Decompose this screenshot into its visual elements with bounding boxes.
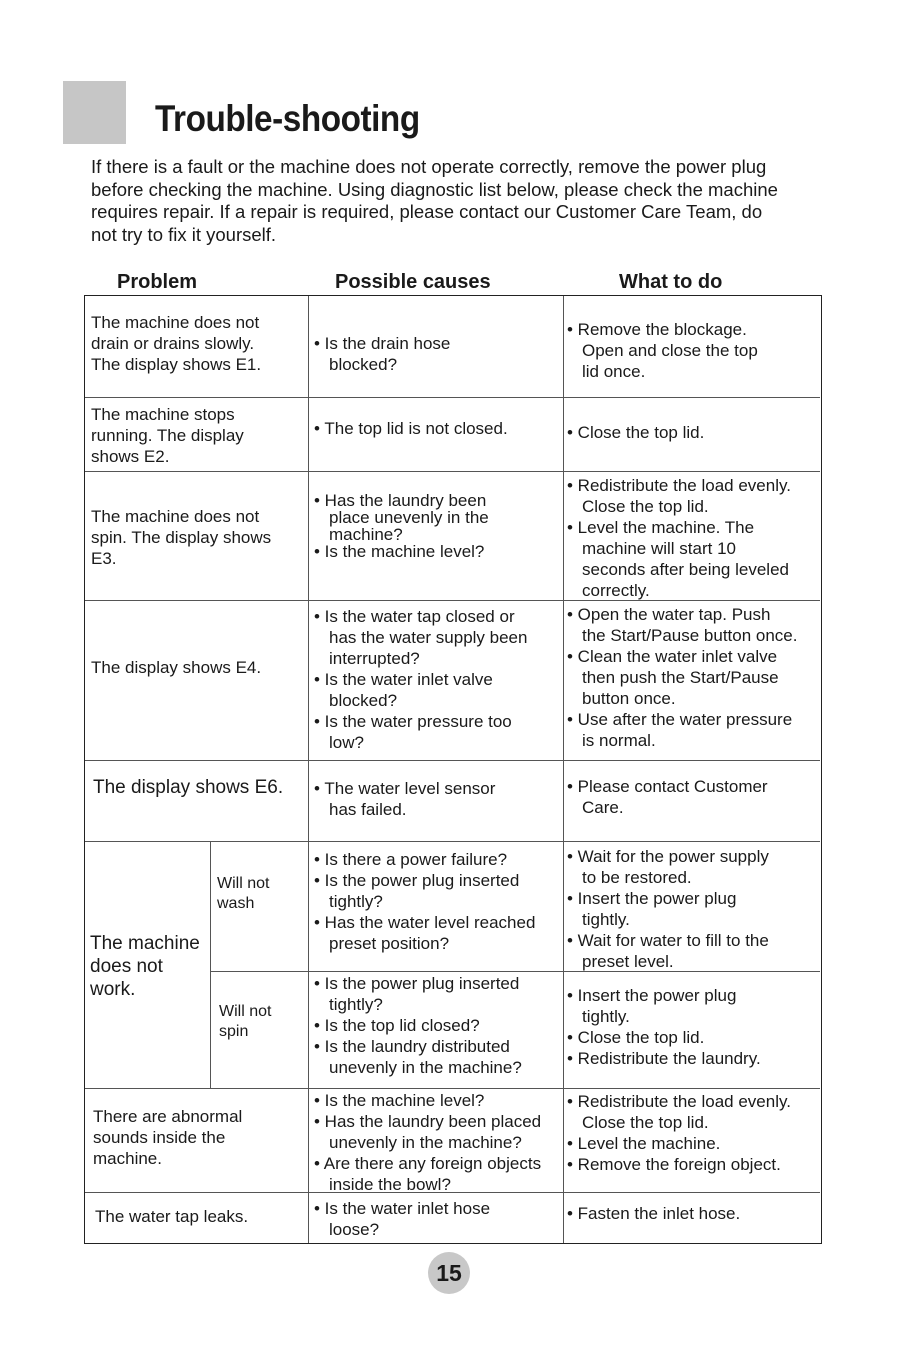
problem-cell: The water tap leaks.	[95, 1207, 249, 1226]
todo-cell: • Open the water tap. Push the Start/Pause button once. • Clean the water inlet valve then push the Start/Pause button once. • Use after the water pressure is normal.	[567, 605, 798, 750]
causes-cell: • Is there a power failure? • Is the power plug inserted tightly? • Has the water level reached preset position?	[314, 850, 536, 953]
causes-cell: • Is the machine level? • Has the laundry been placed unevenly in the machine? • Are there any foreign objects inside the bowl?	[314, 1091, 542, 1194]
intro-line: requires repair. If a repair is required, please contact our Customer Care Team, do	[91, 201, 763, 222]
causes-cell: • Has the laundry been place unevenly in the machine? • Is the machine level?	[314, 491, 489, 561]
todo-cell: • Remove the blockage. Open and close the top lid once.	[567, 320, 758, 381]
page-title: Trouble-shooting	[155, 98, 420, 139]
todo-cell: • Close the top lid.	[567, 423, 705, 442]
header-problem: Problem	[117, 271, 198, 293]
problem-cell: The machine does not spin. The display shows E3.	[91, 507, 272, 568]
column-divider	[308, 296, 309, 1243]
todo-cell: • Wait for the power supply to be restored. • Insert the power plug tightly. • Wait for water to fill to the preset level.	[567, 847, 769, 971]
problem-cell: The machine does not drain or drains slowly. The display shows E1.	[91, 313, 262, 374]
causes-cell: • Is the drain hose blocked?	[314, 334, 451, 374]
row-divider	[85, 397, 820, 398]
row-divider	[85, 1088, 820, 1089]
intro-paragraph	[91, 156, 871, 246]
row-divider	[85, 471, 820, 472]
intro-line: before checking the machine. Using diagnostic list below, please check the machine	[91, 178, 778, 200]
causes-cell: • Is the water inlet hose loose?	[314, 1199, 491, 1239]
todo-cell: • Fasten the inlet hose.	[567, 1204, 741, 1223]
row-divider	[85, 760, 820, 761]
intro-line: not try to fix it yourself.	[91, 223, 277, 245]
problem-cell: The display shows E4.	[91, 658, 262, 677]
causes-cell: • The water level sensor has failed.	[314, 779, 496, 819]
subproblem-label: Will not spin	[219, 1003, 272, 1040]
troubleshooting-table	[84, 295, 822, 1244]
todo-cell: • Redistribute the load evenly. Close the top lid. • Level the machine. The machine will start 10 seconds after being leveled correctly.	[567, 476, 791, 600]
section-marker	[63, 81, 126, 144]
row-divider	[85, 841, 820, 842]
todo-cell: • Redistribute the load evenly. Close the top lid. • Level the machine. • Remove the foreign object.	[567, 1092, 791, 1174]
subproblem-label: Will not wash	[217, 875, 270, 912]
todo-cell: • Insert the power plug tightly. • Close the top lid. • Redistribute the laundry.	[567, 986, 761, 1068]
problem-cell: There are abnormal sounds inside the machine.	[93, 1107, 243, 1168]
causes-cell: • The top lid is not closed.	[314, 419, 508, 438]
causes-cell: • Is the power plug inserted tightly? • Is the top lid closed? • Is the laundry distributed unevenly in the machine?	[314, 974, 522, 1077]
page-number: 15	[428, 1252, 470, 1294]
intro-line: If there is a fault or the machine does not operate correctly, remove the power plug	[91, 156, 767, 177]
problem-cell: The machine does not work.	[90, 933, 200, 1000]
column-divider	[563, 296, 564, 1243]
problem-cell: The display shows E6.	[93, 777, 284, 798]
todo-cell: • Please contact Customer Care.	[567, 777, 768, 817]
header-todo: What to do	[619, 271, 723, 293]
header-causes: Possible causes	[335, 271, 491, 293]
causes-cell: • Is the water tap closed or has the water supply been interrupted? • Is the water inlet valve blocked? • Is the water pressure too low?	[314, 607, 528, 752]
problem-cell: The machine stops running. The display shows E2.	[91, 405, 244, 466]
column-divider	[210, 841, 211, 1088]
